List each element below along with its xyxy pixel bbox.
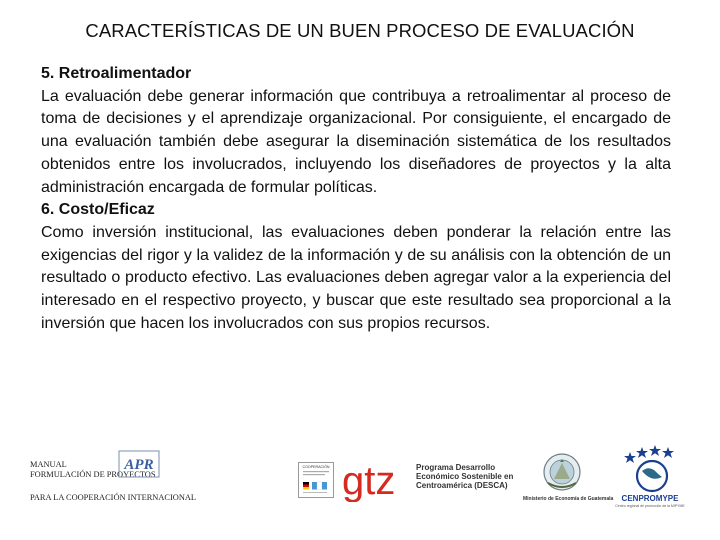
manual-footer xyxy=(30,458,220,508)
cenpromype-name: CENPROMYPE xyxy=(621,494,679,503)
cenpromype-tagline: Centro regional de promoción de la MIPYME xyxy=(615,504,685,508)
manual-line-1: MANUAL xyxy=(30,460,67,469)
section-heading-costo-eficaz: 6. Costo/Eficaz xyxy=(41,201,155,219)
gtz-logo-text: gtz xyxy=(342,460,396,502)
slide-title: CARACTERÍSTICAS DE UN BUEN PROCESO DE EVALUACIÓN xyxy=(85,20,635,41)
mineco-caption: Ministerio de Economía de Guatemala xyxy=(523,496,614,502)
gtz-logo xyxy=(340,460,406,502)
manual-line-3: PARA LA COOPERACIÓN INTERNACIONAL xyxy=(30,493,197,502)
section-heading-retroalimentador: 5. Retroalimentador xyxy=(41,65,192,82)
apr-logo xyxy=(118,450,160,478)
svg-text:APR: APR xyxy=(124,457,154,473)
cooperacion-alemana-logo xyxy=(298,462,334,498)
cenpromype-logo xyxy=(618,444,684,494)
cooperacion-logo-text: COOPERACIÓN xyxy=(302,465,330,469)
guatemala-coat-of-arms-logo xyxy=(540,449,584,495)
manual-line-2: FORMULACIÓN DE PROYECTOS xyxy=(30,470,156,479)
desca-program-text: Programa Desarrollo Económico Sostenible en Centroamérica (DESCA) xyxy=(416,463,514,490)
slide-content xyxy=(41,63,671,335)
section-body-retroalimentador: La evaluación debe generar información que contribuya a retroalimentar al proceso de toma de decisiones y el aprendizaje organizacional. Por consiguiente, el encargado de una evaluación también debe asegurar la diseminación sistemática de los resultados obtenidos entre los involucrados, incluyendo los diseñadores de proyectos y la alta administración encargada de formular políticas. xyxy=(41,87,671,196)
section-body-costo-eficaz: Como inversión institucional, las evaluaciones deben ponderar la relación entre las exigencias del rigor y la validez de la información y de su análisis con la obtención de un resultado o producto efectivo. Las evaluaciones deben agregar valor a la experiencia del interesado en el respectivo proyecto, y buscar que este resultado sea proporcional a la inversión que hacen los involucrados con sus propios recursos. xyxy=(41,223,671,332)
